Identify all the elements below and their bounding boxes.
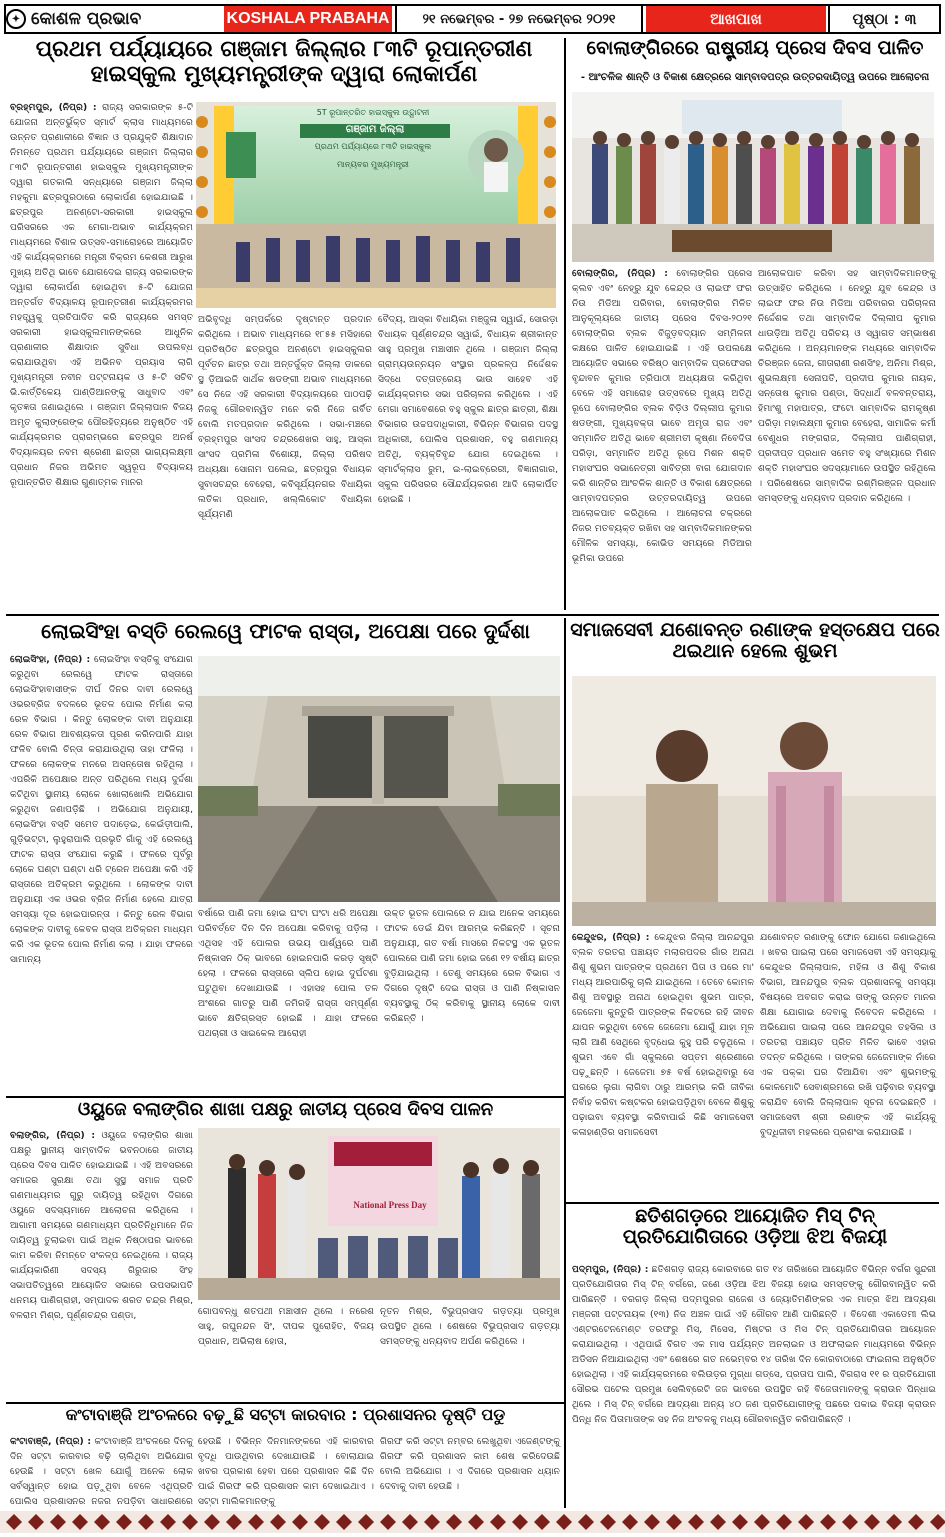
ganjam-body-col3: ବୈଦ୍ୟ, ଆସ୍କା ବିଧାୟିକା ମଞ୍ଜୁଳା ସ୍ୱାଇଁ, ସୋରଡ଼ା ବିଧାୟକ ପୂର୍ଣ୍ଣଚନ୍ଦ୍ର ସ୍ୱାଇଁ, ବିଧାୟକ ଶ୍ରୀକାନ୍ତ ସାହୁ ପ୍ରମୁଖ ମଞ୍ଚାସୀନ ଥିଲେ । ଗଞ୍ଜାମ ଜିଲ୍ଲା ଗ୍ରାମ୍ୟଉନ୍ନୟନ ସଂସ୍ଥାର ପ୍ରକଳ୍ପ ନିର୍ଦ୍ଦେଶକ ସିଦ୍ଧେ ଦତ୍ତାତ୍ରେୟ ଭାଉ ସାହେବ ଏହି କାର୍ଯ୍ୟକ୍ରମର ସଭା ପରିଚାଳନା କରିଥିଲେ । ଏହି ମେଗା ସମାବେଶରେ ବହୁ ସ୍କୁଲ ଛାତ୍ର ଛାତ୍ରୀ, ଶିକ୍ଷା ବିଭାଗର ଉଚ୍ଚପଦାଧିକାରୀ, ବିଭିନ୍ନ ବିଭାଗର ପଦସ୍ଥ ଅଧିକାରୀ, ପୋଲିସ ପ୍ରଶାସନ, ବହୁ ଗଣମାନ୍ୟ ଅତିଥି, ବ୍ୟକ୍ତିବୃନ୍ଦ ଯୋଗ ଦେଇଥିଲେ । ସ୍ମାର୍ଟକ୍ଲାସ ରୁମ, ଇ-ଲାଇବ୍ରେରୀ, ବିଜ୍ଞାନାଗାର, ସ୍କୁଲ ପରିସରର ସୌନ୍ଦର୍ଯ୍ୟକରଣ ଆଦି ଲୋକାର୍ପିତ ହୋଇଛି । <box>378 314 558 505</box>
loisingha-dateline: ଲୋଇସିଂହା, (ନିପ୍ର) : <box>10 654 91 665</box>
social-worker-text-1: କେନ୍ଦୁଝର ଜିଲ୍ଲା ଆନନ୍ଦପୁର ବ୍ଲକ ତରତରା ପଞ୍ଚାୟତ ମଲାରପଦର ଗାଁର ଅନାଥ ଶିଶୁ ଶୁଭମ ପାତ୍ରଙ୍କ ପ୍ରଥମେ ପିତା ଓ ପରେ ମା' ମଧ୍ୟ ଆରପାରିକୁ ଚାଲି ଯାଇଥିଲେ । ତେବେ କୋମଳ ଶିଶୁ ଅବସ୍ଥାରୁ ଅନାଥ ହୋଇଥିବା ଶୁଭମ ପାତ୍ର, ଜେଜେମା କୁନ୍ତୁରି ପାତ୍ରଙ୍କ ନିକଟରେ ରହି ଜୀବନ ଯାପନ କରୁଥିବା ବେଳେ ଜେଜେମା ଯୋଗୁଁ ଯାହା ମୂଳ ଲାଗି ଆଣି ସେଥିରେ ବୃଦ୍ଧେଇ କୁହୁ ପରି ଚଳୁଥିଲେ । ଶୁଭମ ଏବେ ଗାଁ ସ୍କୁଲରେ ସପ୍ତମ ଶ୍ରେଣୀରେ ପଢ଼ୁଛନ୍ତି । ଜେଜେମା ୭୫ ବର୍ଷ ହୋଇଥିବାରୁ ସେ ଘରରେ ଲୁଗା ଲାଗିବା ଠାରୁ ଆରମ୍ଭ କରି ଜୀବିକା ନିର୍ବାହ କରିବା କଷ୍ଟକର ହୋଇପଡ଼ିଥିବା ବେଳେ ଶିଶୁକୁ ପଢ଼ାଇବା ବ୍ୟବସ୍ଥା କରିବାପାଇଁ କିଛି ସମାଜସେବୀ କଳାହାଣ୍ଡିର ସମାଜସେବୀ <box>572 932 755 1138</box>
wuj-body-col2: ଗୋପବନ୍ଧୁ ଶତପଥୀ ମଞ୍ଚାସୀନ ଥିଲେ । ନରେଶ ସାହୁ, ରଘୁନନ୍ଦନ ସିଂ, ଦୀପକ ପୁରୋହିତ, ବିଜୟ ପ୍ରଧାନ, ଅଭିଲାଷ ହୋତା, <box>198 1306 374 1347</box>
bolangir-press-text-1: ବୋଲାଙ୍ଗିର ପ୍ରେସ କ୍ଲବ ଏବଂ ନେହ୍ରୁ ଯୁବ କେନ୍ଦ୍ର ଓ ଲାଇଫ ଫର ନିଉ ମିଡିଆ ପରିବାର, ବୋଲାଙ୍ଗିର ମିଳିତ ଆନୁକୂଲ୍ୟରେ ଜାତୀୟ ପ୍ରେସ ଦିବସ-୨୦୨୧ ବୋଲାଙ୍ଗିର ବ୍ଲକ ବିଜୁଡ଼ବଦ୍ୟାନ ସମ୍ମିଳନୀ କକ୍ଷରେ ପାଳିତ ହୋଇଯାଇଛି । ଏହି ଉପଲକ୍ଷେ ଆୟୋଜିତ ସଭାରେ ବରିଷ୍ଠ ସାମ୍ବାଦିକ ପ୍ରଫେସର ବୃନ୍ଦାବନ କୁମାର ତ୍ରିପାଠୀ ଅଧ୍ୟକ୍ଷତା କରିଥିବା ବେଳେ ଏହି ସମାରୋହ ଉତ୍ସବରେ ମୁଖ୍ୟ ଅତିଥି ରୂପେ ବୋଲାଙ୍ଗିର ବ୍ଲକ ବିଡ଼ିଓ ଦିଲ୍ଲୀପ କୁମାର ଷଡଙ୍ଗୀ, ମୁଖ୍ୟବକ୍ତା ଭାବେ ଅମୃତା ରାଜ ଏବଂ ସମ୍ମାନିତ ଅତିଥି ଭାବେ ଶ୍ରୀମତୀ କୃଷ୍ଣା ନିବେଦିତା ପରିଡ଼ା, ସମ୍ମାନିତ ଅତିଥି ରୂପେ ମିଶନ ଶକ୍ତି ମହାସଂଘର ସଭାନେତ୍ରୀ ସାବିତ୍ରୀ ବାଗ ଯୋଗଦାନ କରି ଶାନ୍ତିର ଆଂଚଳିକ ଶାନ୍ତି ଓ ବିକାଶ କ୍ଷେତ୍ରରେ ସାମ୍ବାଦପତ୍ରର ଉତ୍ତରଦାୟିତ୍ୱ ଉପରେ ଆଲୋକପାତ କରିଥିଲେ । ଆଲୋଚନା ଚକ୍ରରେ ନିଜର ମତବ୍ୟକ୍ତ ରଖିବା ସହ ସାମ୍ବାଦିକମାନଙ୍କର ମୌଳିକ ସମସ୍ୟା, କୋଭିଡ ସମୟରେ ମିଡିଆର ଭୂମିକା ଉପରେ <box>572 268 752 564</box>
bolangir-press-subhead: - ଆଂଚଳିକ ଶାନ୍ତି ଓ ବିକାଶ କ୍ଷେତ୍ରରେ ସାମ୍ବାଦପତ୍ର ଉତ୍ତରଦାୟିତ୍ୱ ଉପରେ ଆଲୋଚନା <box>580 72 930 83</box>
wuj-body-col3: ନୂତନ ମିଶ୍ର, ବିଭୁପ୍ରସାଦ ଗଡ଼ତ୍ୟା ପ୍ରମୁଖ ଉପସ୍ଥିତ ଥିଲେ । ଶେଷରେ ବିଭୁପ୍ରସାଦ ଗଡ଼ତ୍ୟା ସମସ୍ତଙ୍କୁ ଧନ୍ୟବାଦ ଅର୍ପଣ କରିଥିଲେ । <box>380 1306 560 1347</box>
kantabanji-body-col2: ହେଉଛି । ବିଭିନ୍ନ ଦିନମାନଙ୍କରେ ଏହି କାରବାର ବୃଦ୍ଧି ପାଉଥିବାର ଦେଖାଯାଉଛି । ବୋଲାଯାଇ ଖବର ପ୍ରକାଶ ହେବା ପରେ ପ୍ରଶାସନ କିଛି ଦିନ ପାଇଁ ଗିରଫ କରି ପ୍ରଶାସନ କାମ ଦେଖାଇଥାଏ । ସଟ୍ଟା ମାଲିକମାନଙ୍କୁ <box>198 1436 374 1507</box>
ganjam-banner-text-4: ମାନ୍ୟବର ମୁଖ୍ୟମନ୍ତ୍ରୀ <box>337 160 409 169</box>
loisingha-text-1: ଲୋଇସିଂହା ବସ୍ତିକୁ ସଂଯୋଗ କରୁଥିବା ରେଲୱେ ଫାଟକ ରାସ୍ତାରେ ଲୋଇସିଂହାବାସୀଙ୍କ ଦୀର୍ଘ ଦିନର ଦାବୀ ରେଲୱେ ଓଭରବ୍ରିଜ ବଦଳରେ ଭୂତଳ ପୋଲ ନିର୍ମାଣ କଲା ରେଳ ବିଭାଗ । କିନ୍ତୁ ଲୋକଙ୍କ ଦାବୀ ଅନୁଯାୟୀ ରେଳ ବିଭାଗ ଆବଶ୍ୟକତା ପୂରଣ କରିନପାରି ଯାହା ଫଳିବ ବୋଲି ଚିନ୍ତା କରାଯାଉଥିଲା ତାହା ଫଳିଲା । ଫଳରେ ଲୋକଙ୍କ ମନରେ ଅସନ୍ତୋଷ ରହିଥିଲା । ଏପରିକି ଅପେକ୍ଷାର ଅନ୍ତ ପରିଥିଲେ ମଧ୍ୟ ଦୁର୍ଦ୍ଦଶା କଟିଥିବା ସ୍ଥାନୀୟ ଲୋକେ ଖୋଲାଖୋଲି ଅଭିଯୋଗ କରୁଥିବା ଜଣାପଡ଼ିଛି । ଅଭିଯୋଗ ଅନୁଯାୟୀ, ଲୋଇସିଂହା ବସ୍ତି ସମେତ ପଦାଡ଼େଇ, କେଇଁଡ଼ୀପାଲି, ଗୁଡ଼ିଭଟ୍ଟା, ଲୁହୁରାପାଲି ପ୍ରଭୃତି ଗାଁକୁ ଏହି ରେଲୱେ ଫାଟକ ରାସ୍ତା ସଂଯୋଗ କରୁଛି । ଫଳରେ ପୂର୍ବରୁ ଲୋକେ ଘଣ୍ଟା ଘଣ୍ଟା ଧରି ଟ୍ରେନ ଅପେକ୍ଷା କରି ଏହି ରାସ୍ତାରେ ଅତିକ୍ରମ କରୁଥିଲେ । ଲୋକଙ୍କ ଦାବୀ ଅନୁଯାୟୀ ଏକ ଓଭର ବ୍ରିଜ ନିର୍ମାଣ ହେଲେ ଯାତ୍ରା ସମସ୍ୟା ଦୂର ହୋଇପାରନ୍ତା । କିନ୍ତୁ ରେଳ ବିଭାଗ ଲୋକଙ୍କ ଦାବୀକୁ କେବଳ ରାସ୍ତା ଅତିକ୍ରମ ମାଧ୍ୟମ କରି ଏକ ଭୂତଳ ପୋଲ ନିର୍ମାଣ କଲା । ଯାହା ଫଳରେ ସାମାନ୍ୟ <box>10 654 193 965</box>
kantabanji-headline: କଂଟାବାଞ୍ଜି ଅଂଚଳରେ ବଢ଼ୁଛି ସଟ୍ଟା କାରବାର : ପ୍ରଶାସନର ଦୃଷ୍ଟି ପଡୁ <box>65 1405 506 1424</box>
page-number: ପୃଷ୍ଠା : ୩ <box>828 6 939 32</box>
wuj-text-1: ଓୟୁଜେ ବଲାଙ୍ଗିର ଶାଖା ପକ୍ଷରୁ ସ୍ଥାନୀୟ ସାମ୍ବାଦିକ ଭବନଠାରେ ଜାତୀୟ ପ୍ରେସ ଦିବସ ପାଳିତ ହୋଇଯାଇଛି । ଏହି ଅବସରରେ ସମାଜର ସୁରକ୍ଷା ତଥା ସୁସ୍ଥ ସମାଜ ପ୍ରତି ଗଣମାଧ୍ୟମର ଗୁରୁ ଦାୟିତ୍ୱ ରହିଥିବା ଦିଗରେ ଓୟୁଜେ ସଦସ୍ୟମାନେ ଆଲୋଚନା କରିଥିଲେ । ଆଗାମୀ ସମୟରେ ଗଣମାଧ୍ୟମ ପ୍ରତିନିଧିମାନେ ନିଜ ଦାୟିତ୍ୱ ତୁଲାଇବା ପାଇଁ ଅଧିକ ନିଷ୍ଠାପର ଭାବରେ କାମ କରିବା ନିମନ୍ତେ ସଂକଳ୍ପ ନେଇଥିଲେ । ରାଜ୍ୟ କାର୍ଯ୍ୟକାରିଣୀ ସଦସ୍ୟ ଗିରୁଜାର ସିଂହ ସଭାପତିତ୍ୱରେ ଆୟୋଜିତ ସଭାରେ ଉପସଭାପତି ଧନମୟ ପାଣିଗ୍ରାହୀ, ସମ୍ପାଦକ ଶରତ ଚନ୍ଦ୍ର ମିଶ୍ର, ବଳରାମ ମିଶ୍ର, ପୂର୍ଣ୍ଣଚନ୍ଦ୍ର ପଣ୍ଡା, <box>10 1130 193 1321</box>
miss-teen-text-1: ଛତିଶଗଡ଼ ରାଜ୍ୟ କୋରବାରେ ଗତ ୧୪ ତାରିଖରେ ଆୟୋଜିତ ବିଭିନ୍ନ ବର୍ଗର ସୁନ୍ଦରୀ ପ୍ରତିଯୋଗିତାର ମିସ୍ ଟିନ୍ ବର୍ଗରେ, ଜଣେ ଓଡ଼ିଆ ଝିଅ ବିଜୟୀ ହୋଇ ସମସ୍ତଙ୍କୁ ଗୌରବାନ୍ୱିତ କରି ପାରିଛନ୍ତି । ବରଗଡ଼ ଜିଲ୍ଲା ପଦ୍ମପୁରର ରାଜେଶ ଓ ଜ୍ୟୋତିମଣିଙ୍କର ଏକ ମାତ୍ର ଝିଅ ଆଦ୍ୟଶା ମଞ୍ଜରୀ ପଟ୍ଟନାୟକ (୧୩) ନିଜ ଅଞ୍ଚଳ ପାଇଁ ଏହି ଗୌରବ ଆଣି ପାରିଛନ୍ତି । ବିଦେଶୀ ଏକାଡେମୀ ଲିଭ ଏଣ୍ଟରଟେନମେଣ୍ଟ ତରଫରୁ ମିସ୍, ମିସେସ, ମିଷ୍ଟର ଓ ମିସ ଟିନ୍ ପ୍ରତିଯୋଗିତାର ଆୟୋଜନ କରାଯାଇଥିଲା । ଏଥିପାଇଁ ବିଗତ ଏକ ମାସ ପର୍ଯ୍ୟନ୍ତ ଅନଲାଇନ ଓ ଅଫଲାଇନ ମାଧ୍ୟମରେ ବିଭିନ୍ନ ଅଡିସନ ନିଆଯାଇଥିଲା ଏବଂ ଶେଷରେ ଗତ ନଭେମ୍ବର ୧୪ ତାରିଖ ଦିନ କୋରବାଠାରେ ଫାଇନାଲ ଅନୁଷ୍ଠିତ ହୋଇଥିଲା । ଏହି କାର୍ଯ୍ୟକ୍ରମରେ ବଲିଉଡ଼ର ମୁଗ୍ଧା ଗଡ୍ସେ, ପ୍ରତାପ ପାଲି, ବିଗରାସ ୧୧ ର ପ୍ରତିଯୋଗୀ ସୌରଭ ପଟେଲ ପ୍ରମୁଖ ସେଲିବ୍ରେଟି ଜଜ ଭାବରେ ଉପସ୍ଥିତ ରହି ବିଜେତାମାନଙ୍କୁ କ୍ରାଉନ ପିନ୍ଧାଇ ଥିଲେ । ମିସ୍ ଟିନ୍ ବର୍ଗରେ ଆଦ୍ୟଶା ଅନ୍ୟ ୪୦ ଜଣ ପ୍ରତିଯୋଗୀଙ୍କୁ ପଛରେ ପକାଇ ବିଜୟୀ କ୍ରାଉନ ପିନ୍ଧି ନିଜ ପିତାମାତାଙ୍କ ସହ ନିଜ ଅଂଚଳକୁ ମଧ୍ୟ ଗୌରବାନ୍ୱିତ କରିପାରିଛନ୍ତି । <box>572 1264 937 1425</box>
ganjam-banner-text-2: ଗଞ୍ଜାମ ଜିଲ୍ଲା <box>300 124 450 138</box>
loisingha-body-col3: ଉକ୍ତ ଭୂତଳ ପୋଲରେ ନ ଯାଇ ଅନେକ ସମୟରେ ଫାଟକ ଡେଇଁ ଯିବା ଆରମ୍ଭ କରିଛନ୍ତି । ସୂଚନା ଅନୁଯାୟୀ, ଗତ ବର୍ଷା ମାସରେ ନିକଟସ୍ଥ ଏକ ଭୂତଳ ପୋଲରେ ପାଣି ଜମା ହୋଇ ଜଣେ ୧୨ ବର୍ଷୀୟ ଛାତ୍ର ବୁଡ଼ିଯାଇଥିଲା । ତେଣୁ ସମୟରେ ରେଳ ବିଭାଗ ଏ ଦିଗରେ ଦୃଷ୍ଟି ଦେଇ ରାସ୍ତା ଓ ପାଣି ନିଷ୍କାସନ ବ୍ୟବସ୍ଥାକୁ ଠିକ୍ କରିବାକୁ ସ୍ଥାନୀୟ ଲୋକେ ଦାବୀ କରିଛନ୍ତି । <box>384 908 560 1024</box>
press-day-banner: National Press Day <box>353 1200 427 1210</box>
section-divider <box>6 614 939 616</box>
emblem-icon: ✦ <box>6 9 26 29</box>
ganjam-body-col2: ଅଭିବୃଦ୍ଧି ସମ୍ପର୍କରେ ଦୃଷ୍ଟାନ୍ତ ପ୍ରଦାନ କରିଥିଲେ । ଅଭାବ ମାଧ୍ୟମରେ ୧୮୫୫ ମସିହାରେ ପ୍ରତିଷ୍ଠିତ ଛତ୍ରପୁର ଅନଣ୍ଟୋ ହାଇସ୍କୁଲର ପୂର୍ବତନ ଛାତ୍ର ତଥା ଅନ୍ତର୍ଜୁକ୍ତ ଜିଲ୍ଲା ଡାକରେ ସ୍ଥ ଡ଼ିଆଇଜି ସାର୍ଥକ ଷଡଙ୍ଗୀ ଅଭାବ ମାଧ୍ୟମରେ ସେ ନିଜେ ଏହି ସରକାରୀ ବିଦ୍ୟାଳୟରେ ପାଠପଢ଼ି ନିଜକୁ ଗୌରବାନ୍ୱିତ ମନେ କରି ନିଜେ ଗର୍ବିତ ବୋଲି ମତପ୍ରଦାନ କରିଥିଲେ । ସଭା-ମଞ୍ଚରେ ବ୍ରହ୍ମପୁର ସାଂସଦ ଚନ୍ଦ୍ରଶେଖର ସାହୁ, ଆସ୍କା ସାଂସଦ ପ୍ରମିଳା ବିଶୋୟୀ, ଜିଲ୍ଲା ପରିଷଦ ଅଧ୍ୟକ୍ଷା ସୋନାମ ପଲେଇ, ଛତ୍ରପୁର ବିଧାୟକ ସୁବାସଚନ୍ଦ୍ର ବେହେରା, କବିସୂର୍ଯ୍ୟନଗର ବିଧାୟିକା ଲତିକା ପ୍ରଧାନ, ଖଲ୍ଲିକୋଟ ବିଧାୟିକା ସୂର୍ଯ୍ୟମଣି <box>198 314 372 520</box>
column-divider-2 <box>564 618 566 1200</box>
miss-teen-dateline: ପଦ୍ମପୁର, (ନିପ୍ର) : <box>572 1264 649 1275</box>
railway-underpass-photo <box>198 656 560 902</box>
bolangir-press-photo <box>572 92 934 262</box>
section-divider-2 <box>6 1096 564 1098</box>
logo-text: କୋଶଳ ପ୍ରଭାବ <box>31 9 142 29</box>
kantabanji-body-col3: ଗିରଫ କରି ସଟ୍ଟା ନମ୍ବର ଲେଖୁଥିବା ଏଜେଣ୍ଟଙ୍କୁ ଗିରଫ କରି ପ୍ରଶାସନ କାମ ଶେଷ କରିଦେଉଛି ବୋଲି ଅଭିଯୋଗ । ଏ ଦିଗରେ ପ୍ରଶାସନ ଧ୍ୟାନ ଦେବାକୁ ଦାବୀ ହେଉଛି । <box>380 1436 560 1492</box>
social-worker-dateline: କେନ୍ଦୁଝର, (ନିପ୍ର) : <box>572 932 650 943</box>
ganjam-banner-text-1: 5T ରୂପାନ୍ତରିତ ହାଇସ୍କୁଲ ଉଦ୍ଘାଟନୀ <box>316 108 430 117</box>
column-divider-3 <box>564 1200 566 1508</box>
loisingha-body-col2: ବର୍ଷାରେ ପାଣି ଜମା ହୋଇ ଘଂଟା ଘଂଟା ଧରି ଅପେକ୍ଷା ପରିବର୍ତ୍ତେ ଦିନ ଦିନ ଅପେକ୍ଷା କରିବାକୁ ପଡ଼ିଲା । ଏଥିସହ ଏହି ପୋଲର ଉଭୟ ପାର୍ଶ୍ୱରେ ପାଣି ନିଷ୍କାସନ ଠିକ୍ ଭାବରେ ହୋଇନପାରି କରଡ଼ ସୃଷ୍ଟି ହେଲା । ଫଳରେ ରାସ୍ତାରେ ସ୍ଲିପ ହୋଇ ଦୁର୍ଘଟଣା ଘଟୁଥିବା ଦେଖାଯାଉଛି । ଏହାସହ ପୋଲ ତଳ ଅଂଶରେ ଗାତରୁ ପାଣି ଜମିରହି ରାସ୍ତା ସମ୍ପୂର୍ଣ୍ଣ ଭାବେ କ୍ଷତିଗ୍ରସ୍ତ ହୋଇଛି । ଯାହା ଫଳରେ ପଥଚାରୀ ଓ ସାଇକେଲ ଆରୋହୀ <box>198 908 378 1039</box>
section-title: ଆଖପାଖ <box>646 6 826 32</box>
bolangir-press-headline: ବୋଲାଙ୍ଗିରରେ ରାଷ୍ଟ୍ରୀୟ ପ୍ରେସ ଦିବସ ପାଳିତ <box>586 37 924 59</box>
bolangir-press-body-col1 <box>572 266 752 606</box>
social-worker-body-col1 <box>572 930 754 1198</box>
shubham-grandmother-photo <box>572 676 936 926</box>
kantabanji-dateline: କଂଟାବାଞ୍ଜି, (ନିପ୍ର) : <box>10 1436 92 1447</box>
miss-teen-headline: ଛତିଶଗଡ଼ରେ ଆୟୋଜିତ ମିସ୍ ଟିନ୍ ପ୍ରତିଯୋଗିତାରେ ଓଡ଼ିଆ ଝିଅ ବିଜୟୀ <box>622 1205 888 1249</box>
loisingha-headline: ଲୋଇସିଂହା ବସ୍ତି ରେଲୱେ ଫାଟକ ରାସ୍ତା, ଅପେକ୍ଷା ପରେ ଦୁର୍ଦ୍ଦଶା <box>41 619 530 643</box>
miss-teen-body <box>572 1262 936 1506</box>
ganjam-body-col1 <box>10 100 193 610</box>
social-worker-body-col2: ଯଶୋବନ୍ତ ରଣାଙ୍କୁ ଫୋନ ଯୋଗେ ଜଣାଇଥିଲେ । ଖବର ପାଇଲା ପରେ ସମାଜସେବୀ ଏହି ସମସ୍ୟାକୁ କେନ୍ଦୁଝର ଜିଲ୍ଲାପାଳ, ମହିଳା ଓ ଶିଶୁ ବିକାଶ ବିଭାଗ, ଆନନ୍ଦପୁର ବ୍ଲକ ପ୍ରଶାସନକୁ ସମସ୍ୟା ବିଷୟରେ ଅବଗତ କରାଇ ତାଙ୍କୁ ଉନ୍ନତ ମାନର ଶିକ୍ଷା ଯୋଗାଇ ଦେବାକୁ ନିବେଦନ କରିଥିଲେ । ଅଭିଯୋଗ ପାଇଲା ପରେ ଆନନ୍ଦପୁର ତହସିଲ ଓ ତରତରା ପଞ୍ଚାୟତ ପ୍ରିତ ମିଳିତ ଭାବେ ଏହାର ତଦନ୍ତ କରିଥିଲେ । ତାଙ୍କର ଜେଜେମାଙ୍କ ନାଁରେ ଏକ ପକ୍କା ଘର ଦିଆଯିବା ଏବଂ ଶୁଭମଙ୍କୁ କୋଳମୋଟି ସେବାଶ୍ରମରେ ରଖି ପଢ଼ିବାର ବ୍ୟବସ୍ଥା କରାଯିବ ବୋଲି ଜିଲ୍ଲାପାଳ ସୂଚନା ଦେଇଛନ୍ତି । ସମାଜସେବୀ ଶ୍ରୀ ରଣାଙ୍କ ଏହି କାର୍ଯ୍ୟକୁ ବୁଦ୍ଧିଜୀବୀ ମହଲରେ ପ୍ରଶଂସା କରାଯାଉଛି । <box>760 932 936 1138</box>
kantabanji-body-col1 <box>10 1434 193 1506</box>
section-divider-4 <box>6 1402 564 1404</box>
column-divider <box>564 38 566 610</box>
section-divider-3 <box>566 1202 939 1204</box>
ganjam-banner-text-3: ପ୍ରଥମ ପର୍ଯ୍ୟାୟରେ ୮୩ଟି ହାଇସ୍କୁଲ <box>314 142 432 151</box>
issue-date: ୨୧ ନଭେମ୍ବର - ୨୭ ନଭେମ୍ବର ୨୦୨୧ <box>395 6 643 32</box>
newspaper-logo <box>6 6 222 32</box>
bolangir-press-body-col2: ଆଲୋକପାତ କରିବା ସହ ସାମ୍ବାଦିକମାନଙ୍କୁ ଉତ୍ସାହିତ କରିଥିଲେ । ନେହ୍ରୁ ଯୁବ କେନ୍ଦ୍ର ଓ ଲାଇଫ ଫର ନିଉ ମିଡିଆ ପରିବାରର ପରିଚାଳନା ନିର୍ଦ୍ଦେଶକ ତଥା ସାମ୍ବାଦିକ ଦିଲ୍ଲୀପ କୁମାର ଧାଉଡ଼ିଆ ଅତିଥି ପରିଚୟ ଓ ସ୍ୱାଗତ ସମ୍ଭାଷଣ କରିଥିଲେ । ଅନ୍ୟମାନଙ୍କ ମଧ୍ୟରେ ସାମ୍ବାଦିକ ଚିରଞ୍ଜନ ଜେନା, ଗୀତାରାଣୀ ରଣସିଂହ, ଅନିମା ମିଶ୍ର, ଶୁଭଲକ୍ଷ୍ମୀ ସେନାପତି, ପ୍ରଦୀପ କୁମାର ନାୟକ, ସନ୍ତୋଷ କୁମାର ପଣ୍ଡା, ସିଦ୍ଧାର୍ଥ ବଳବନ୍ତରାୟ, ହିମାଂଶୁ ମହାପାତ୍ର, ଫଟୋ ସାମ୍ବାଦିକ ରାମକୃଷ୍ଣ ପରିଡ଼ା ମହାଲକ୍ଷ୍ମୀ କୁମାର ବେହେରା, ସାମାଜିକ କର୍ମୀ ବେଣୁଧର ମଙ୍ଗରାଜ, ଦିଲ୍ଲୀପ ପାଣିଗ୍ରାହୀ, ପ୍ରଦୀପ୍ତ ପ୍ରଧାନ ସମେତ ବହୁ ସଂଖ୍ୟାରେ ମିଶନ ଶକ୍ତି ମହାସଂଘର ସଦସ୍ୟାମାନେ ଉପସ୍ଥିତ ରହିଥିଲେ । ପରିଶେଷରେ ସାମ୍ବାଦିକ ରଶ୍ମିରଞ୍ଜନ ପ୍ରଧାନ ସମସ୍ତଙ୍କୁ ଧନ୍ୟବାଦ ପ୍ରଦାନ କରିଥିଲେ । <box>758 268 936 504</box>
wuj-headline: ଓୟୁଜେ ବଲାଙ୍ଗିର ଶାଖା ପକ୍ଷରୁ ଜାତୀୟ ପ୍ରେସ ଦିବସ ପାଳନ <box>77 1099 494 1120</box>
wuj-dateline: ବଲାଙ୍ଗିର, (ନିପ୍ର) : <box>10 1130 96 1141</box>
kantabanji-text-1: କଂଟାବାଞ୍ଜି ଅଂଚଳରେ ଦିନକୁ ଦିନ ସଟ୍ଟା କାରବାର ବଢ଼ି ଚାଲିଥିବା ଅଭିଯୋଗ ହେଉଛି । ସଟ୍ଟା ଖେଳ ଯୋଗୁଁ ଅନେକ ଲୋକ ସର୍ବସ୍ୱାନ୍ତ ହୋଇ ପଡ଼ୁଥିବା ବେଳେ ଏଥିପ୍ରତି ପୋଲିସ ପ୍ରଶାସନର ନଜର ନପଡ଼ିବା ସାଧାରଣରେ <box>10 1436 193 1507</box>
brand-name: KOSHALA PRABAHA <box>224 6 392 32</box>
wuj-press-day-photo <box>198 1128 560 1300</box>
bolangir-press-dateline: ବୋଲାଙ୍ଗିର, (ନିପ୍ର) : <box>572 268 668 279</box>
wuj-body-col1 <box>10 1128 193 1398</box>
ganjam-dateline: ବ୍ରହ୍ମପୁର, (ନିପ୍ର) : <box>10 102 97 113</box>
social-worker-headline: ସମାଜସେବୀ ଯଶୋବନ୍ତ ରଣାଙ୍କ ହସ୍ତକ୍ଷେପ ପରେ ଥଇଥାନ ହେଲେ ଶୁଭମ <box>570 619 940 663</box>
footer-border-pattern <box>0 1511 945 1533</box>
loisingha-body-col1 <box>10 652 193 1092</box>
ganjam-text-1: ରାଜ୍ୟ ସରକାରଙ୍କ ୫-ଟି ଯୋଜନା ଅନ୍ତର୍ଭୁକ୍ତ ସ୍ମାର୍ଟ କ୍ଲାସ ମାଧ୍ୟମରେ ଉନ୍ନତ ପ୍ରଣାଳୀରେ ବିଜ୍ଞାନ ଓ ପ୍ରଯୁକ୍ତି ଶିକ୍ଷାଦାନ ନିମନ୍ତେ ପ୍ରଥମ ପର୍ଯ୍ୟାୟରେ ଗଞ୍ଜାମ ଜିଲ୍ଲାର ୮୩ଟି ରୂପାନ୍ତରୀଣ ହାଇସ୍କୁଲ ମୁଖ୍ୟମନ୍ତ୍ରୀଙ୍କ ଦ୍ୱାରା ଗତକାଲି ସନ୍ଧ୍ୟାରେ ଗଞ୍ଜାମ ଜିଲ୍ଲା ମହକୁମା ଛତ୍ରପୁରଠାରେ ଲୋକାର୍ପଣ ହୋଇଯାଇଛି । ଛତ୍ରପୁର ଅନଣ୍ଟୋ-ସରକାରୀ ହାଇସ୍କୁଲ ପରିସରରେ ଏକ ମେଗା-ଅଭାବ କାର୍ଯ୍ୟକ୍ରମ ମାଧ୍ୟମରେ ବିଶାଳ ଉତ୍ସବ-ସମାରୋହରେ ଆୟୋଜିତ ଏହି କାର୍ଯ୍ୟକ୍ରମରେ ମନ୍ତ୍ରୀ ବିକ୍ରମ କେଶରୀ ଆରୁଖ ମୁଖ୍ୟ ଅତିଥି ଭାବେ ଯୋଗଦେଇ ରାଜ୍ୟ ସରକାରଙ୍କ ଦ୍ୱାରା ଲୋକାର୍ପଣ ହୋଇଥିବା ୫-ଟି ଯୋଜନା ଅନ୍ତର୍ଗତ ବିଦ୍ୟାଳୟ ରୂପାନ୍ତରୀଣ କାର୍ଯ୍ୟକ୍ରମର ମହତ୍ତ୍ୱକୁ ପ୍ରତିପାଦିତ କରି ରାଜ୍ୟରେ ସମସ୍ତ ସରକାରୀ ହାଇସ୍କୁଲମାନଙ୍କରେ ଆଧୁନିକ ପ୍ରଣାଳୀର ଶିକ୍ଷାଦାନ ସୁବିଧା ଉପଲବ୍ଧ କରାଯାଉଥିବା ଏହି ଅଭିନବ ପ୍ରୟାସ ଲାଗି ମୁଖ୍ୟମନ୍ତ୍ରୀ ନବୀନ ପଟ୍ଟନାୟକ ଓ ୫-ଟି ସଚିବ ଭି.କାର୍ତ୍ତିକେୟ ପାଣ୍ଡିଆନଙ୍କୁ ସାଧୁବାଦ ଏବଂ କୃତଜ୍ଞତା ଜଣାଇଥିଲେ । ଗଞ୍ଜାମ ଜିଲ୍ଲାପାଳ ବିଜୟ ଅମୃତ କୁଲାଙ୍ଗେଙ୍କ ପୌରହିତ୍ୟରେ ଅନୁଷ୍ଠିତ ଏହି କାର୍ଯ୍ୟକ୍ରମର ପ୍ରାରମ୍ଭରେ ଛତ୍ରପୁର ଅନର୍ଷ ବିଦ୍ୟାଳୟର ନବମ ଶ୍ରେଣୀ ଛାତ୍ରୀ ଭାଗ୍ୟଲକ୍ଷ୍ମୀ ପ୍ରଧାନ ନିଜର ଅଭିମତ ସ୍ୱରୂପ ବିଦ୍ୟାଳୟ ରୂପାନ୍ତରିତ ଶିକ୍ଷାର ଗୁଣାତ୍ମକ ମାନର <box>10 102 193 488</box>
ganjam-headline: ପ୍ରଥମ ପର୍ଯ୍ୟାୟରେ ଗଞ୍ଜାମ ଜିଲ୍ଲାର ୮୩ଟି ରୂପାନ୍ତରୀଣ ହାଇସ୍କୁଲ ମୁଖ୍ୟମନ୍ତ୍ରୀଙ୍କ ଦ୍ୱାରା ଲୋକାର୍ପଣ <box>35 37 533 87</box>
